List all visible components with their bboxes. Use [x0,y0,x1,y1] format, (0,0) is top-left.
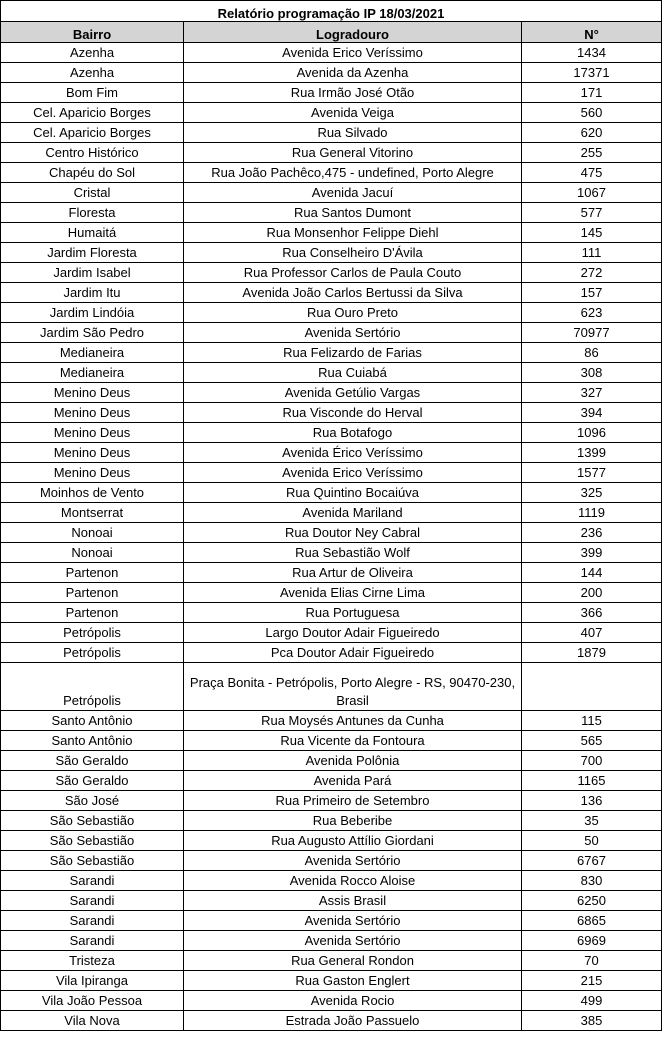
table-row [1,623,662,643]
table-row [1,951,662,971]
table-row [1,771,662,791]
cell-bairro: Jardim Lindóia [1,303,184,323]
table-row [1,303,662,323]
table-row [1,223,662,243]
cell-logradouro: Rua Doutor Ney Cabral [184,523,522,543]
cell-numero: 385 [522,1011,662,1031]
cell-numero: 17371 [522,63,662,83]
cell-logradouro: Avenida Sertório [184,931,522,951]
table-row [1,103,662,123]
cell-bairro: Vila Nova [1,1011,184,1031]
cell-logradouro: Rua João Pachêco,475 - undefined, Porto Alegre [184,163,522,183]
header-row [1,22,662,43]
cell-bairro: Bom Fim [1,83,184,103]
cell-bairro: Humaitá [1,223,184,243]
cell-bairro: Vila Ipiranga [1,971,184,991]
table-row [1,343,662,363]
cell-bairro: Cristal [1,183,184,203]
cell-bairro: Azenha [1,43,184,63]
table-row [1,663,662,711]
table-row [1,891,662,911]
cell-logradouro: Rua Quintino Bocaiúva [184,483,522,503]
cell-logradouro: Rua Conselheiro D'Ávila [184,243,522,263]
table-row [1,83,662,103]
cell-bairro: Petrópolis [1,623,184,643]
cell-bairro: Menino Deus [1,463,184,483]
table-row [1,63,662,83]
cell-numero: 144 [522,563,662,583]
cell-numero: 70 [522,951,662,971]
table-row [1,383,662,403]
cell-logradouro: Avenida Jacuí [184,183,522,203]
cell-numero: 200 [522,583,662,603]
cell-numero: 394 [522,403,662,423]
cell-logradouro: Avenida Elias Cirne Lima [184,583,522,603]
column-header-logradouro: Logradouro [184,22,522,43]
cell-numero: 830 [522,871,662,891]
report-title: Relatório programação IP 18/03/2021 [1,1,662,22]
table-row [1,183,662,203]
cell-numero: 136 [522,791,662,811]
table-row [1,711,662,731]
cell-logradouro: Avenida Pará [184,771,522,791]
column-header-numero: N° [522,22,662,43]
cell-logradouro: Avenida Érico Veríssimo [184,443,522,463]
cell-logradouro: Avenida da Azenha [184,63,522,83]
cell-logradouro: Avenida Polônia [184,751,522,771]
cell-bairro: Partenon [1,583,184,603]
cell-logradouro: Rua Visconde do Herval [184,403,522,423]
table-row [1,483,662,503]
cell-logradouro: Rua Monsenhor Felippe Diehl [184,223,522,243]
cell-logradouro: Avenida Erico Veríssimo [184,463,522,483]
cell-logradouro: Rua General Rondon [184,951,522,971]
cell-bairro: Sarandi [1,911,184,931]
table-row [1,243,662,263]
cell-numero: 577 [522,203,662,223]
cell-numero: 700 [522,751,662,771]
cell-numero: 6865 [522,911,662,931]
cell-bairro: Petrópolis [1,663,184,711]
cell-numero: 565 [522,731,662,751]
cell-bairro: Tristeza [1,951,184,971]
cell-numero: 215 [522,971,662,991]
table-row [1,43,662,63]
table-row [1,831,662,851]
cell-bairro: Jardim São Pedro [1,323,184,343]
table-row [1,991,662,1011]
cell-logradouro: Rua Ouro Preto [184,303,522,323]
cell-logradouro: Avenida Mariland [184,503,522,523]
cell-bairro: Partenon [1,563,184,583]
cell-logradouro: Rua General Vitorino [184,143,522,163]
table-row [1,643,662,663]
table-row [1,263,662,283]
cell-numero: 86 [522,343,662,363]
cell-bairro: Medianeira [1,363,184,383]
cell-bairro: Floresta [1,203,184,223]
table-row [1,563,662,583]
cell-numero: 6969 [522,931,662,951]
cell-logradouro: Avenida Rocco Aloise [184,871,522,891]
cell-logradouro: Avenida João Carlos Bertussi da Silva [184,283,522,303]
cell-logradouro: Rua Gaston Englert [184,971,522,991]
cell-logradouro: Rua Moysés Antunes da Cunha [184,711,522,731]
cell-numero: 499 [522,991,662,1011]
cell-logradouro: Rua Primeiro de Setembro [184,791,522,811]
cell-bairro: Menino Deus [1,423,184,443]
cell-numero: 115 [522,711,662,731]
cell-logradouro: Rua Portuguesa [184,603,522,623]
cell-logradouro: Avenida Sertório [184,851,522,871]
cell-numero: 623 [522,303,662,323]
cell-numero: 560 [522,103,662,123]
cell-logradouro: Avenida Sertório [184,911,522,931]
table-row [1,791,662,811]
table-row [1,971,662,991]
cell-bairro: Nonoai [1,543,184,563]
cell-bairro: Jardim Isabel [1,263,184,283]
cell-numero: 70977 [522,323,662,343]
table-row [1,163,662,183]
title-row [1,1,662,22]
table-row [1,503,662,523]
table-row [1,543,662,563]
cell-logradouro: Rua Silvado [184,123,522,143]
table-row [1,811,662,831]
cell-bairro: São José [1,791,184,811]
cell-logradouro: Avenida Veiga [184,103,522,123]
cell-bairro: São Sebastião [1,831,184,851]
table-row [1,443,662,463]
cell-bairro: São Geraldo [1,751,184,771]
cell-numero: 145 [522,223,662,243]
table-row [1,931,662,951]
cell-logradouro: Rua Professor Carlos de Paula Couto [184,263,522,283]
table-row [1,363,662,383]
cell-bairro: Menino Deus [1,403,184,423]
cell-bairro: Sarandi [1,931,184,951]
cell-numero: 325 [522,483,662,503]
table-row [1,731,662,751]
cell-logradouro: Avenida Rocio [184,991,522,1011]
cell-logradouro: Avenida Sertório [184,323,522,343]
cell-numero: 35 [522,811,662,831]
cell-numero: 620 [522,123,662,143]
cell-bairro: Petrópolis [1,643,184,663]
cell-logradouro: Avenida Erico Veríssimo [184,43,522,63]
table-row [1,871,662,891]
cell-numero: 6767 [522,851,662,871]
cell-numero: 1434 [522,43,662,63]
table-row [1,123,662,143]
cell-logradouro: Rua Botafogo [184,423,522,443]
cell-numero: 171 [522,83,662,103]
table-row [1,463,662,483]
cell-logradouro: Rua Felizardo de Farias [184,343,522,363]
cell-logradouro: Largo Doutor Adair Figueiredo [184,623,522,643]
cell-bairro: Montserrat [1,503,184,523]
cell-logradouro: Rua Sebastião Wolf [184,543,522,563]
cell-numero: 407 [522,623,662,643]
table-row [1,523,662,543]
cell-bairro: Jardim Floresta [1,243,184,263]
cell-numero: 1119 [522,503,662,523]
cell-bairro: Jardim Itu [1,283,184,303]
cell-bairro: São Geraldo [1,771,184,791]
cell-logradouro: Rua Beberibe [184,811,522,831]
cell-numero: 272 [522,263,662,283]
cell-logradouro: Rua Vicente da Fontoura [184,731,522,751]
cell-numero: 399 [522,543,662,563]
cell-numero: 1879 [522,643,662,663]
table-body [1,43,662,1031]
cell-bairro: Sarandi [1,891,184,911]
table-row [1,283,662,303]
cell-bairro: Vila João Pessoa [1,991,184,1011]
cell-numero: 1399 [522,443,662,463]
cell-bairro: São Sebastião [1,851,184,871]
cell-numero: 157 [522,283,662,303]
cell-bairro: Santo Antônio [1,731,184,751]
cell-logradouro: Rua Irmão José Otão [184,83,522,103]
cell-bairro: Chapéu do Sol [1,163,184,183]
cell-numero: 111 [522,243,662,263]
table-row [1,203,662,223]
column-header-bairro: Bairro [1,22,184,43]
cell-logradouro: Assis Brasil [184,891,522,911]
cell-bairro: Centro Histórico [1,143,184,163]
table-row [1,583,662,603]
cell-numero: 475 [522,163,662,183]
table-row [1,851,662,871]
cell-bairro: Santo Antônio [1,711,184,731]
cell-numero: 1165 [522,771,662,791]
table-row [1,751,662,771]
cell-bairro: Cel. Aparicio Borges [1,123,184,143]
cell-numero: 236 [522,523,662,543]
cell-bairro: Nonoai [1,523,184,543]
cell-numero: 255 [522,143,662,163]
cell-bairro: Menino Deus [1,443,184,463]
cell-logradouro: Estrada João Passuelo [184,1011,522,1031]
cell-bairro: Moinhos de Vento [1,483,184,503]
cell-bairro: Sarandi [1,871,184,891]
cell-bairro: Partenon [1,603,184,623]
cell-numero: 366 [522,603,662,623]
table-row [1,423,662,443]
cell-bairro: Cel. Aparicio Borges [1,103,184,123]
cell-bairro: Menino Deus [1,383,184,403]
cell-numero: 308 [522,363,662,383]
cell-logradouro: Rua Augusto Attílio Giordani [184,831,522,851]
cell-logradouro: Praça Bonita - Petrópolis, Porto Alegre - RS, 90470-230, Brasil [184,663,522,711]
cell-numero: 1096 [522,423,662,443]
table-row [1,603,662,623]
cell-numero: 1577 [522,463,662,483]
cell-logradouro: Rua Santos Dumont [184,203,522,223]
table-row [1,403,662,423]
table-row [1,143,662,163]
cell-logradouro: Pca Doutor Adair Figueiredo [184,643,522,663]
table-row [1,323,662,343]
cell-logradouro: Rua Artur de Oliveira [184,563,522,583]
cell-logradouro: Rua Cuiabá [184,363,522,383]
cell-numero: 50 [522,831,662,851]
cell-numero: 6250 [522,891,662,911]
table-row [1,911,662,931]
cell-bairro: Medianeira [1,343,184,363]
table-row [1,1011,662,1031]
cell-logradouro: Avenida Getúlio Vargas [184,383,522,403]
cell-bairro: São Sebastião [1,811,184,831]
cell-numero: 327 [522,383,662,403]
cell-bairro: Azenha [1,63,184,83]
cell-numero [522,663,662,711]
cell-numero: 1067 [522,183,662,203]
